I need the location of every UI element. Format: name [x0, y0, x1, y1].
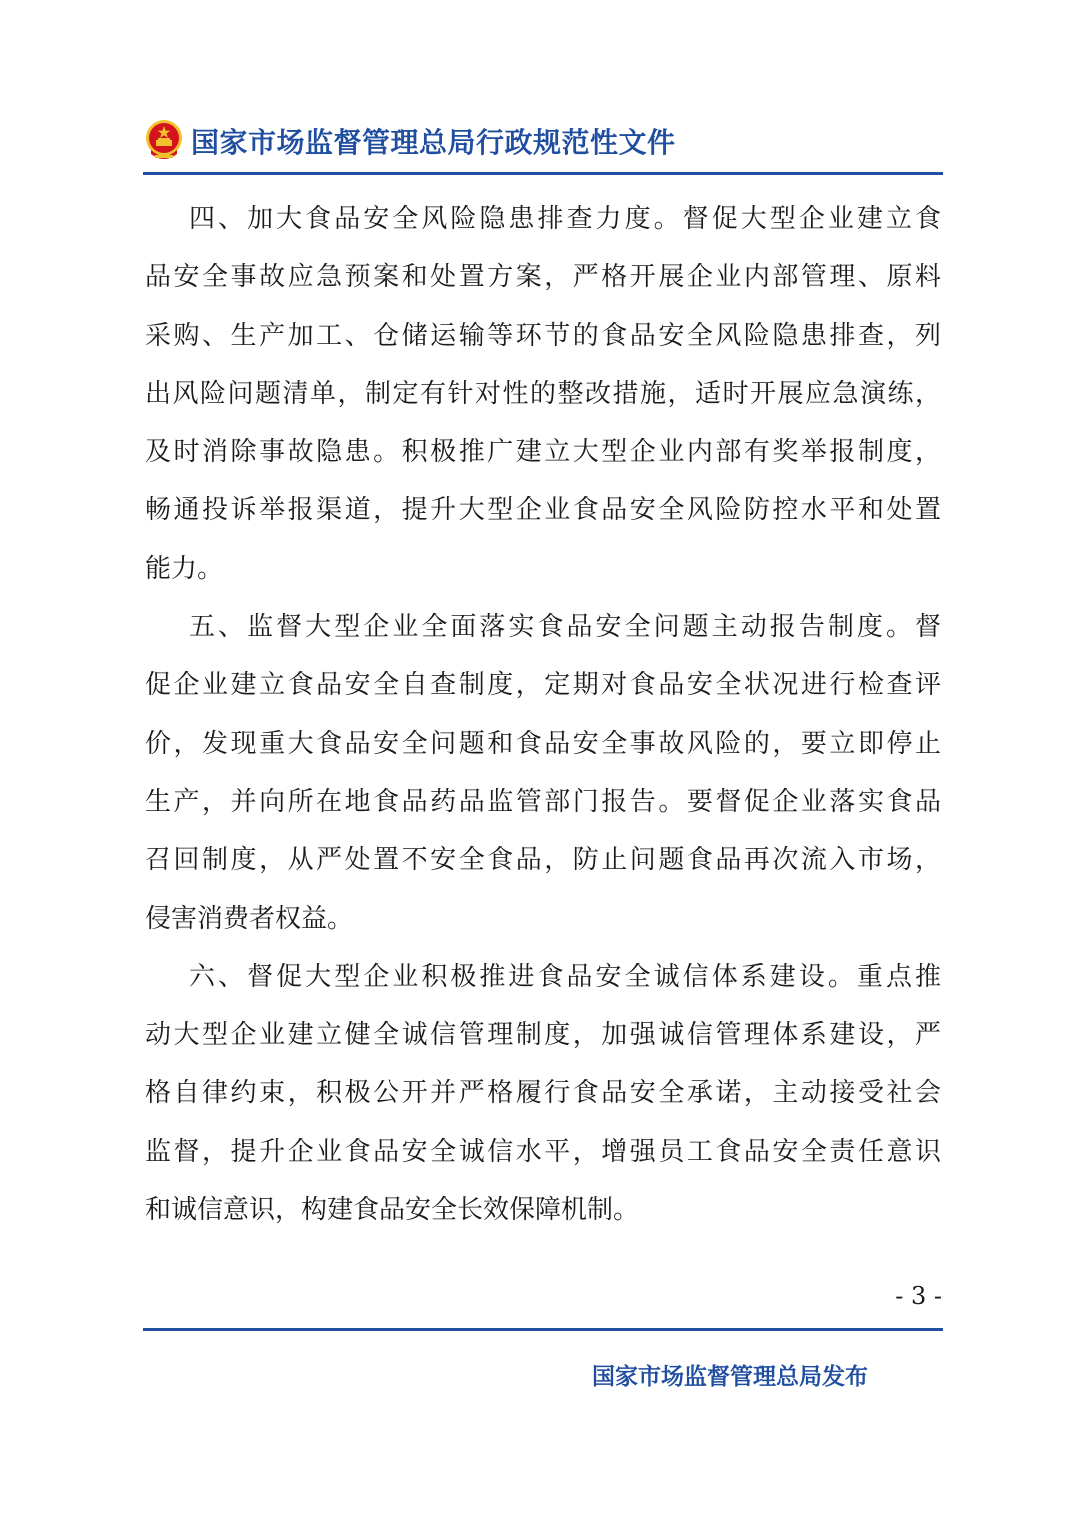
paragraph-line: 监督，提升企业食品安全诚信水平，增强员工食品安全责任意识 — [145, 1136, 941, 1167]
national-emblem-icon — [143, 118, 185, 164]
page-number: - 3 - — [895, 1282, 942, 1310]
paragraph-line: 品安全事故应急预案和处置方案，严格开展企业内部管理、原料 — [145, 262, 941, 293]
paragraph — [145, 190, 941, 598]
paragraph-line: 畅通投诉举报渠道，提升大型企业食品安全风险防控水平和处置 — [145, 495, 941, 526]
paragraph-line: 出风险问题清单，制定有针对性的整改措施，适时开展应急演练， — [145, 378, 941, 409]
paragraph-line: 动大型企业建立健全诚信管理制度，加强诚信管理体系建设，严 — [145, 1020, 941, 1051]
paragraph-line: 能力。 — [145, 553, 224, 584]
paragraph-line: 和诚信意识，构建食品安全长效保障机制。 — [145, 1195, 640, 1226]
paragraph-line: 侵害消费者权益。 — [145, 903, 354, 934]
document-body — [145, 190, 941, 1239]
footer-divider — [143, 1328, 943, 1331]
paragraph-line: 五、监督大型企业全面落实食品安全问题主动报告制度。督 — [189, 612, 941, 643]
paragraph — [145, 598, 941, 948]
paragraph-line: 六、督促大型企业积极推进食品安全诚信体系建设。重点推 — [189, 961, 941, 992]
document-header — [143, 112, 943, 170]
footer-publisher: 国家市场监督管理总局发布 — [592, 1364, 868, 1390]
header-divider — [143, 172, 943, 175]
header-title: 国家市场监督管理总局行政规范性文件 — [191, 126, 676, 159]
paragraph-line: 四、加大食品安全风险隐患排查力度。督促大型企业建立食 — [189, 204, 941, 234]
paragraph-line: 促企业建立食品安全自查制度，定期对食品安全状况进行检查评 — [145, 670, 941, 701]
paragraph-line: 价，发现重大食品安全问题和食品安全事故风险的，要立即停止 — [145, 728, 941, 759]
paragraph — [145, 948, 941, 1239]
paragraph-line: 采购、生产加工、仓储运输等环节的食品安全风险隐患排查，列 — [145, 320, 941, 351]
paragraph-line: 格自律约束，积极公开并严格履行食品安全承诺，主动接受社会 — [145, 1078, 941, 1109]
paragraph-line: 生产，并向所在地食品药品监管部门报告。要督促企业落实食品 — [145, 786, 941, 817]
paragraph-line: 召回制度，从严处置不安全食品，防止问题食品再次流入市场， — [145, 845, 941, 876]
paragraph-line: 及时消除事故隐患。积极推广建立大型企业内部有奖举报制度， — [145, 437, 941, 468]
